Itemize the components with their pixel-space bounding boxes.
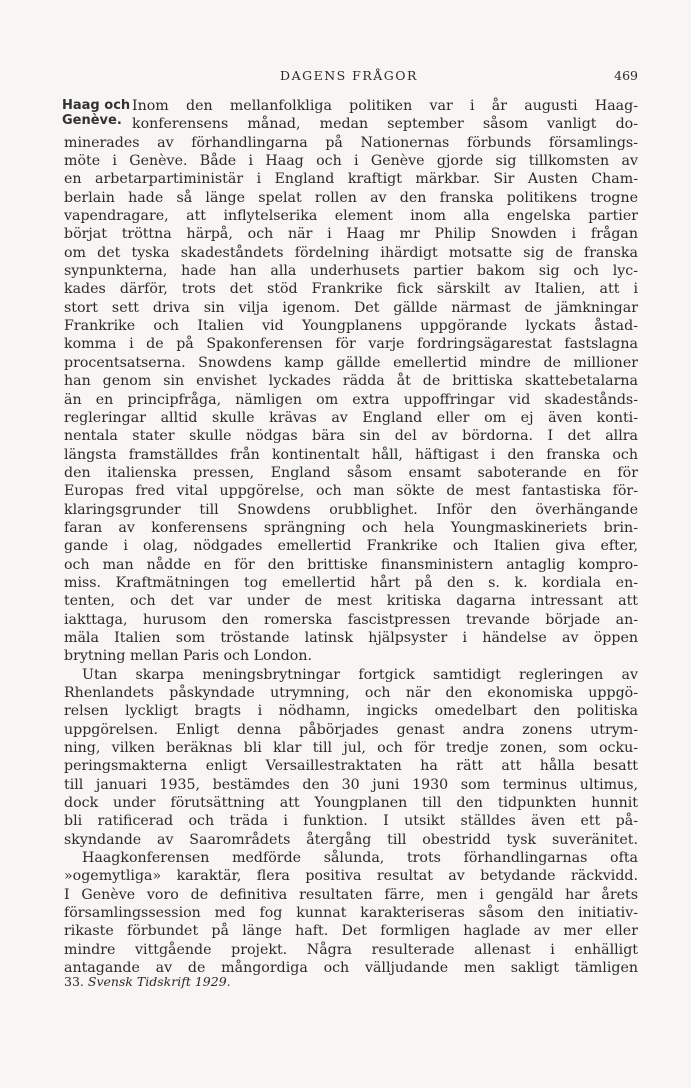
text-line: Europas fred vital uppgörelse, och man sökte de mest fantastiska för- (64, 483, 638, 500)
text-line: börjat tröttna härpå, och när i Haag mr Philip Snowden i frågan (64, 226, 638, 243)
text-line: skyndande av Saarområdets återgång till obestridd tysk suveränitet. (64, 831, 638, 848)
footer-number: 33. (64, 974, 84, 989)
text-line: Haagkonferensen medförde sålunda, trots förhandlingarnas ofta (82, 850, 638, 867)
text-line: minerades av förhandlingarna på Nationernas förbunds församlings- (64, 134, 638, 151)
text-line: han genom sin envishet lyckades rädda åt de brittiska skattebetalarna (64, 373, 638, 390)
text-line: berlain hade så länge spelat rollen av den franska politikens trogne (64, 189, 638, 206)
page-number: 469 (614, 68, 638, 83)
side-note-line: Haag och (62, 98, 131, 113)
text-line: peringsmakterna enligt Versaillestraktaten ha rätt att hålla besatt (64, 758, 638, 775)
text-line: miss. Kraftmätningen tog emellertid hårt på den s. k. kordiala en- (64, 574, 638, 591)
text-line: synpunkterna, hade han alla underhusets partier bakom sig och lyc- (64, 263, 638, 280)
text-line: ning, vilken beräknas bli klar till jul, och för tredje zonen, som ocku- (64, 740, 638, 757)
text-line: bli ratificerad och träda i funktion. I utsikt ställdes även ett på- (64, 813, 638, 830)
text-line: Rhenlandets påskyndade utrymning, och när den ekonomiska uppgö- (64, 685, 638, 701)
text-line: komma i de på Spakonferensen för varje fordringsägarestat fastslagna (64, 336, 638, 353)
text-line: möte i Genève. Både i Haag och i Genève gjorde sig tillkomsten av (64, 153, 638, 170)
text-line: antagande av de mångordiga och välljudande men sakligt tämligen (64, 960, 638, 977)
text-line: tenten, och det var under de mest kritiska dagarna intressant att (64, 593, 638, 610)
text-line: stort sett driva sin vilja igenom. Det gällde närmast de jämkningar (64, 299, 638, 316)
text-line: en arbetarpartiministär i England kraftigt märkbar. Sir Austen Cham- (64, 171, 638, 188)
text-line: procentsatserna. Snowdens kamp gällde emellertid mindre de millioner (64, 354, 638, 371)
text-line: mindre vittgående projekt. Några resulterade allenast i enhälligt (64, 941, 638, 958)
text-line: församlingssession med fog kunnat karakteriseras såsom den initiativ- (64, 905, 638, 922)
side-note-line: Genève. (62, 113, 122, 128)
text-line: mäla Italien som tröstande latinsk hjälpsyster i händelse av öppen (64, 629, 638, 646)
text-line: Utan skarpa meningsbrytningar fortgick samtidigt regleringen av (82, 666, 638, 683)
text-line: längsta framställdes från kontinentalt håll, häftigast i den franska och (64, 446, 638, 463)
text-line: I Genève voro de definitiva resultaten färre, men i gengäld har årets (64, 886, 638, 903)
text-line: faran av konferensens sprängning och hela Youngmaskineriets brin- (64, 519, 638, 536)
text-line: rikaste förbundet på länge haft. Det formligen haglade av mer eller (64, 923, 638, 940)
text-line: gande i olag, nödgades emellertid Frankrike och Italien giva efter, (64, 538, 638, 555)
running-title: DAGENS FRÅGOR (280, 68, 418, 83)
text-line: om det tyska skadeståndets fördelning ihärdigt motsatte sig de franska (64, 244, 638, 261)
text-line: brytning mellan Paris och London. (64, 648, 312, 665)
page-header (60, 68, 638, 88)
side-note (62, 98, 130, 128)
footer-source: Svensk Tidskrift 1929. (87, 974, 231, 989)
text-line: och man nådde en för den brittiske finansministern antaglig kompro- (64, 556, 638, 573)
text-line: den italienska pressen, England såsom ensamt saboterande en för (64, 464, 638, 481)
page-footer (64, 974, 231, 989)
text-line: Frankrike och Italien vid Youngplanens uppgörande lyckats åstad- (64, 318, 638, 335)
text-line: än en principfråga, nämligen om extra uppoffringar vid skadestånds- (64, 391, 638, 408)
article-body (64, 97, 638, 978)
text-line: regleringar alltid skulle krävas av England eller om ej även konti- (64, 409, 638, 426)
text-line: konferensens månad, medan september såsom vanligt do- (132, 116, 638, 133)
text-line: kades därför, trots det stöd Frankrike fick särskilt av Italien, att i (64, 281, 638, 298)
text-line: relsen lyckligt bragts i nödhamn, ingicks omedelbart den politiska (64, 703, 638, 720)
text-line: till januari 1935, bestämdes den 30 juni 1930 som terminus ultimus, (64, 776, 638, 793)
text-line: »ogemytliga» karaktär, flera positiva resultat av betydande räckvidd. (64, 868, 638, 885)
text-line: klaringsgrunder till Snowdens orubblighet. Inför den överhängande (64, 501, 638, 518)
text-line: iakttaga, hurusom den romerska fascistpressen trevande började an- (64, 611, 638, 628)
text-line: nentala stater skulle nödgas bära sin del av bördorna. I det allra (64, 428, 638, 445)
text-line: Inom den mellanfolkliga politiken var i år augusti Haag- (132, 98, 638, 114)
text-line: vapendragare, att inflytelserika element inom alla engelska partier (64, 208, 638, 225)
text-line: uppgörelsen. Enligt denna påbörjades genast andra zonens utrym- (64, 721, 638, 738)
text-line: dock under förutsättning att Youngplanen till den tidpunkten hunnit (64, 795, 638, 812)
